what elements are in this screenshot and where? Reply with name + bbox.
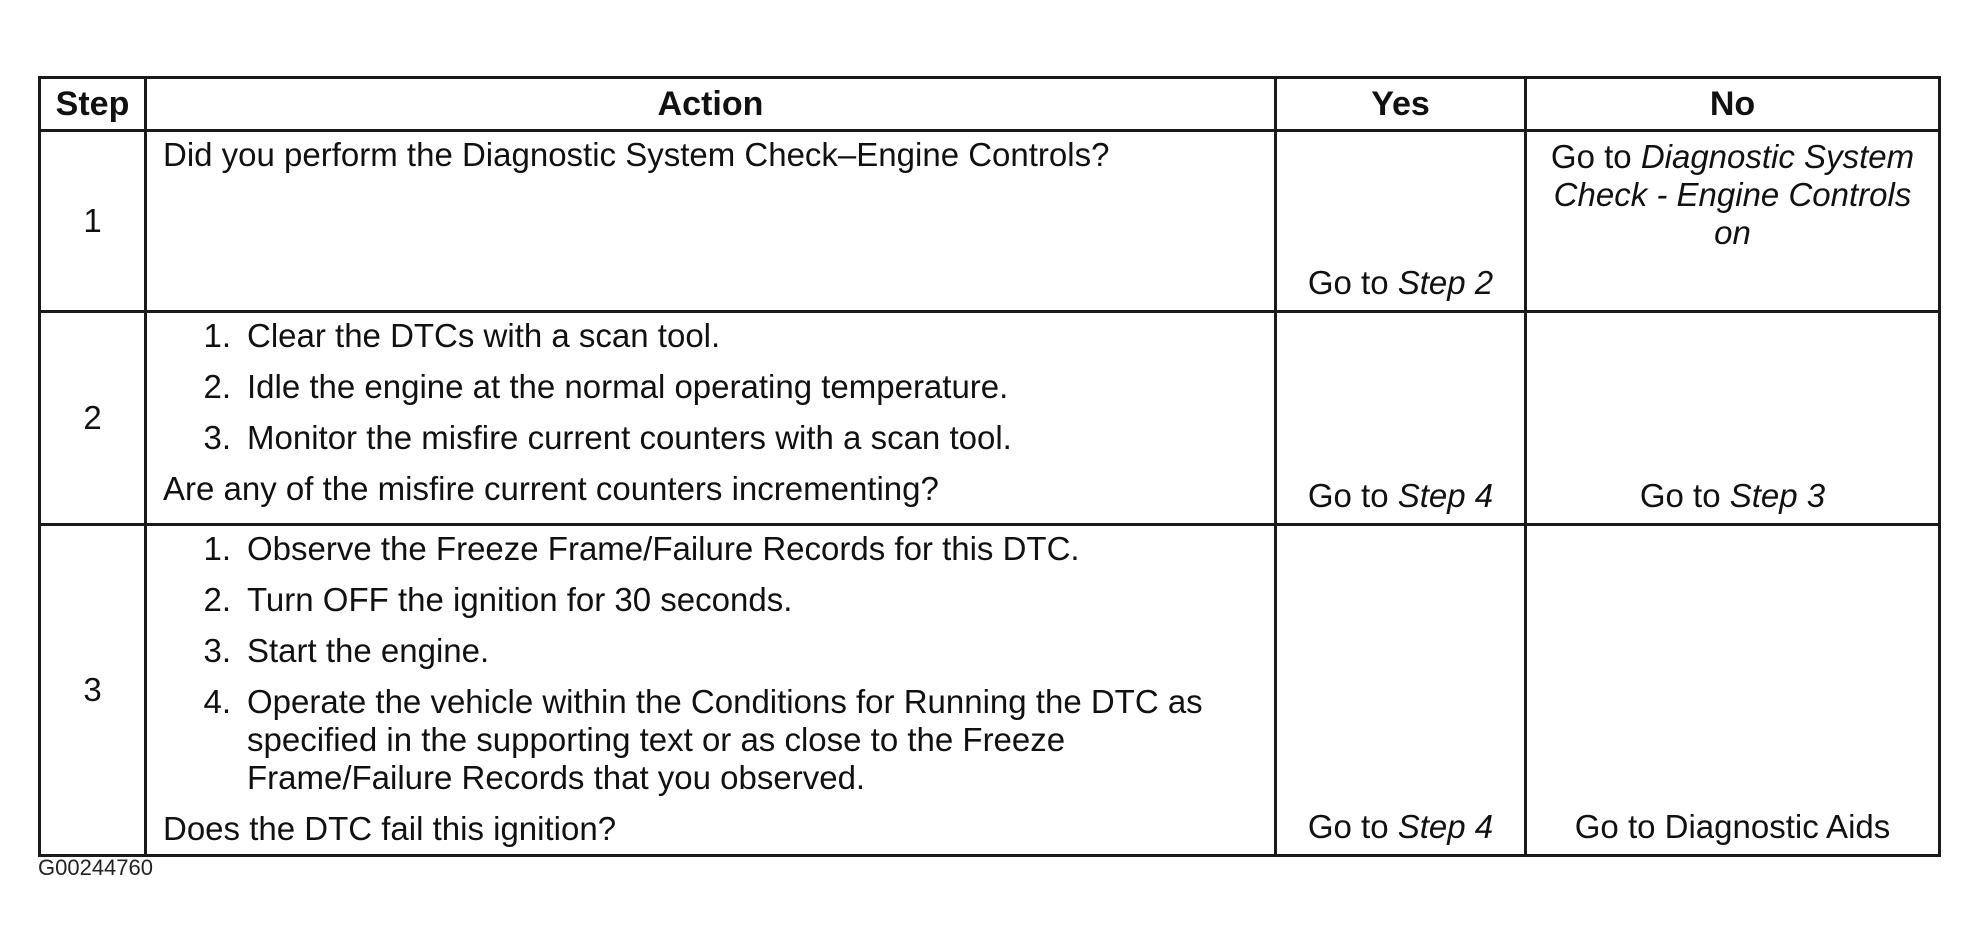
step-number: 3 bbox=[40, 525, 146, 856]
yes-prefix: Go to bbox=[1307, 264, 1389, 301]
no-cell bbox=[1526, 312, 1940, 525]
action-cell bbox=[146, 525, 1276, 856]
list-item bbox=[163, 683, 1264, 797]
no-prefix: Go to bbox=[1639, 477, 1721, 514]
list-item bbox=[163, 632, 1264, 670]
no-step-link[interactable]: Step 3 bbox=[1729, 477, 1826, 514]
item-text: Clear the DTCs with a scan tool. bbox=[247, 317, 721, 354]
header-no: No bbox=[1526, 78, 1940, 131]
item-number: 3. bbox=[203, 632, 231, 669]
list-item bbox=[163, 419, 1264, 457]
header-action: Action bbox=[146, 78, 1276, 131]
no-prefix: Go to bbox=[1550, 138, 1632, 175]
table-row bbox=[40, 131, 1940, 312]
item-number: 1. bbox=[203, 530, 231, 567]
action-question: Are any of the misfire current counters incrementing? bbox=[163, 470, 939, 507]
instruction-list bbox=[163, 317, 1264, 457]
yes-prefix: Go to bbox=[1307, 477, 1389, 514]
yes-step-link[interactable]: Step 4 bbox=[1397, 477, 1494, 514]
yes-prefix: Go to bbox=[1307, 808, 1389, 845]
table-row bbox=[40, 525, 1940, 856]
no-cell bbox=[1526, 525, 1940, 856]
action-cell bbox=[146, 312, 1276, 525]
action-cell bbox=[146, 131, 1276, 312]
list-item bbox=[163, 368, 1264, 406]
yes-step-link[interactable]: Step 2 bbox=[1397, 264, 1494, 301]
yes-cell bbox=[1276, 312, 1526, 525]
yes-cell bbox=[1276, 525, 1526, 856]
item-text: Monitor the misfire current counters with a scan tool. bbox=[247, 419, 1012, 456]
table-row bbox=[40, 312, 1940, 525]
no-diagnostic-aids-link[interactable]: Go to Diagnostic Aids bbox=[1574, 808, 1891, 845]
item-number: 4. bbox=[203, 683, 231, 720]
header-row bbox=[40, 78, 1940, 131]
item-text: Observe the Freeze Frame/Failure Records for this DTC. bbox=[247, 530, 1080, 567]
item-number: 1. bbox=[203, 317, 231, 354]
item-text: Idle the engine at the normal operating temperature. bbox=[247, 368, 1009, 405]
action-question: Does the DTC fail this ignition? bbox=[163, 810, 617, 847]
header-step: Step bbox=[40, 78, 146, 131]
yes-cell bbox=[1276, 131, 1526, 312]
list-item bbox=[163, 581, 1264, 619]
yes-step-link[interactable]: Step 4 bbox=[1397, 808, 1494, 845]
diagnostic-table bbox=[38, 76, 1941, 857]
list-item bbox=[163, 317, 1264, 355]
list-item bbox=[163, 530, 1264, 568]
step-number: 1 bbox=[40, 131, 146, 312]
item-number: 2. bbox=[203, 368, 231, 405]
item-text: Turn OFF the ignition for 30 seconds. bbox=[247, 581, 793, 618]
item-number: 2. bbox=[203, 581, 231, 618]
instruction-list bbox=[163, 530, 1264, 797]
item-text: Operate the vehicle within the Conditions for Running the DTC as specified in the supporting text or as close to the Freeze Frame/Failure Records that you observed. bbox=[247, 683, 1203, 796]
step-number: 2 bbox=[40, 312, 146, 525]
action-question: Did you perform the Diagnostic System Check–Engine Controls? bbox=[163, 136, 1110, 173]
no-diagnostic-link[interactable]: Diagnostic System Check - Engine Controls on bbox=[1553, 138, 1915, 251]
item-number: 3. bbox=[203, 419, 231, 456]
header-yes: Yes bbox=[1276, 78, 1526, 131]
figure-id: G00244760 bbox=[38, 855, 153, 880]
no-cell bbox=[1526, 131, 1940, 312]
item-text: Start the engine. bbox=[247, 632, 490, 669]
